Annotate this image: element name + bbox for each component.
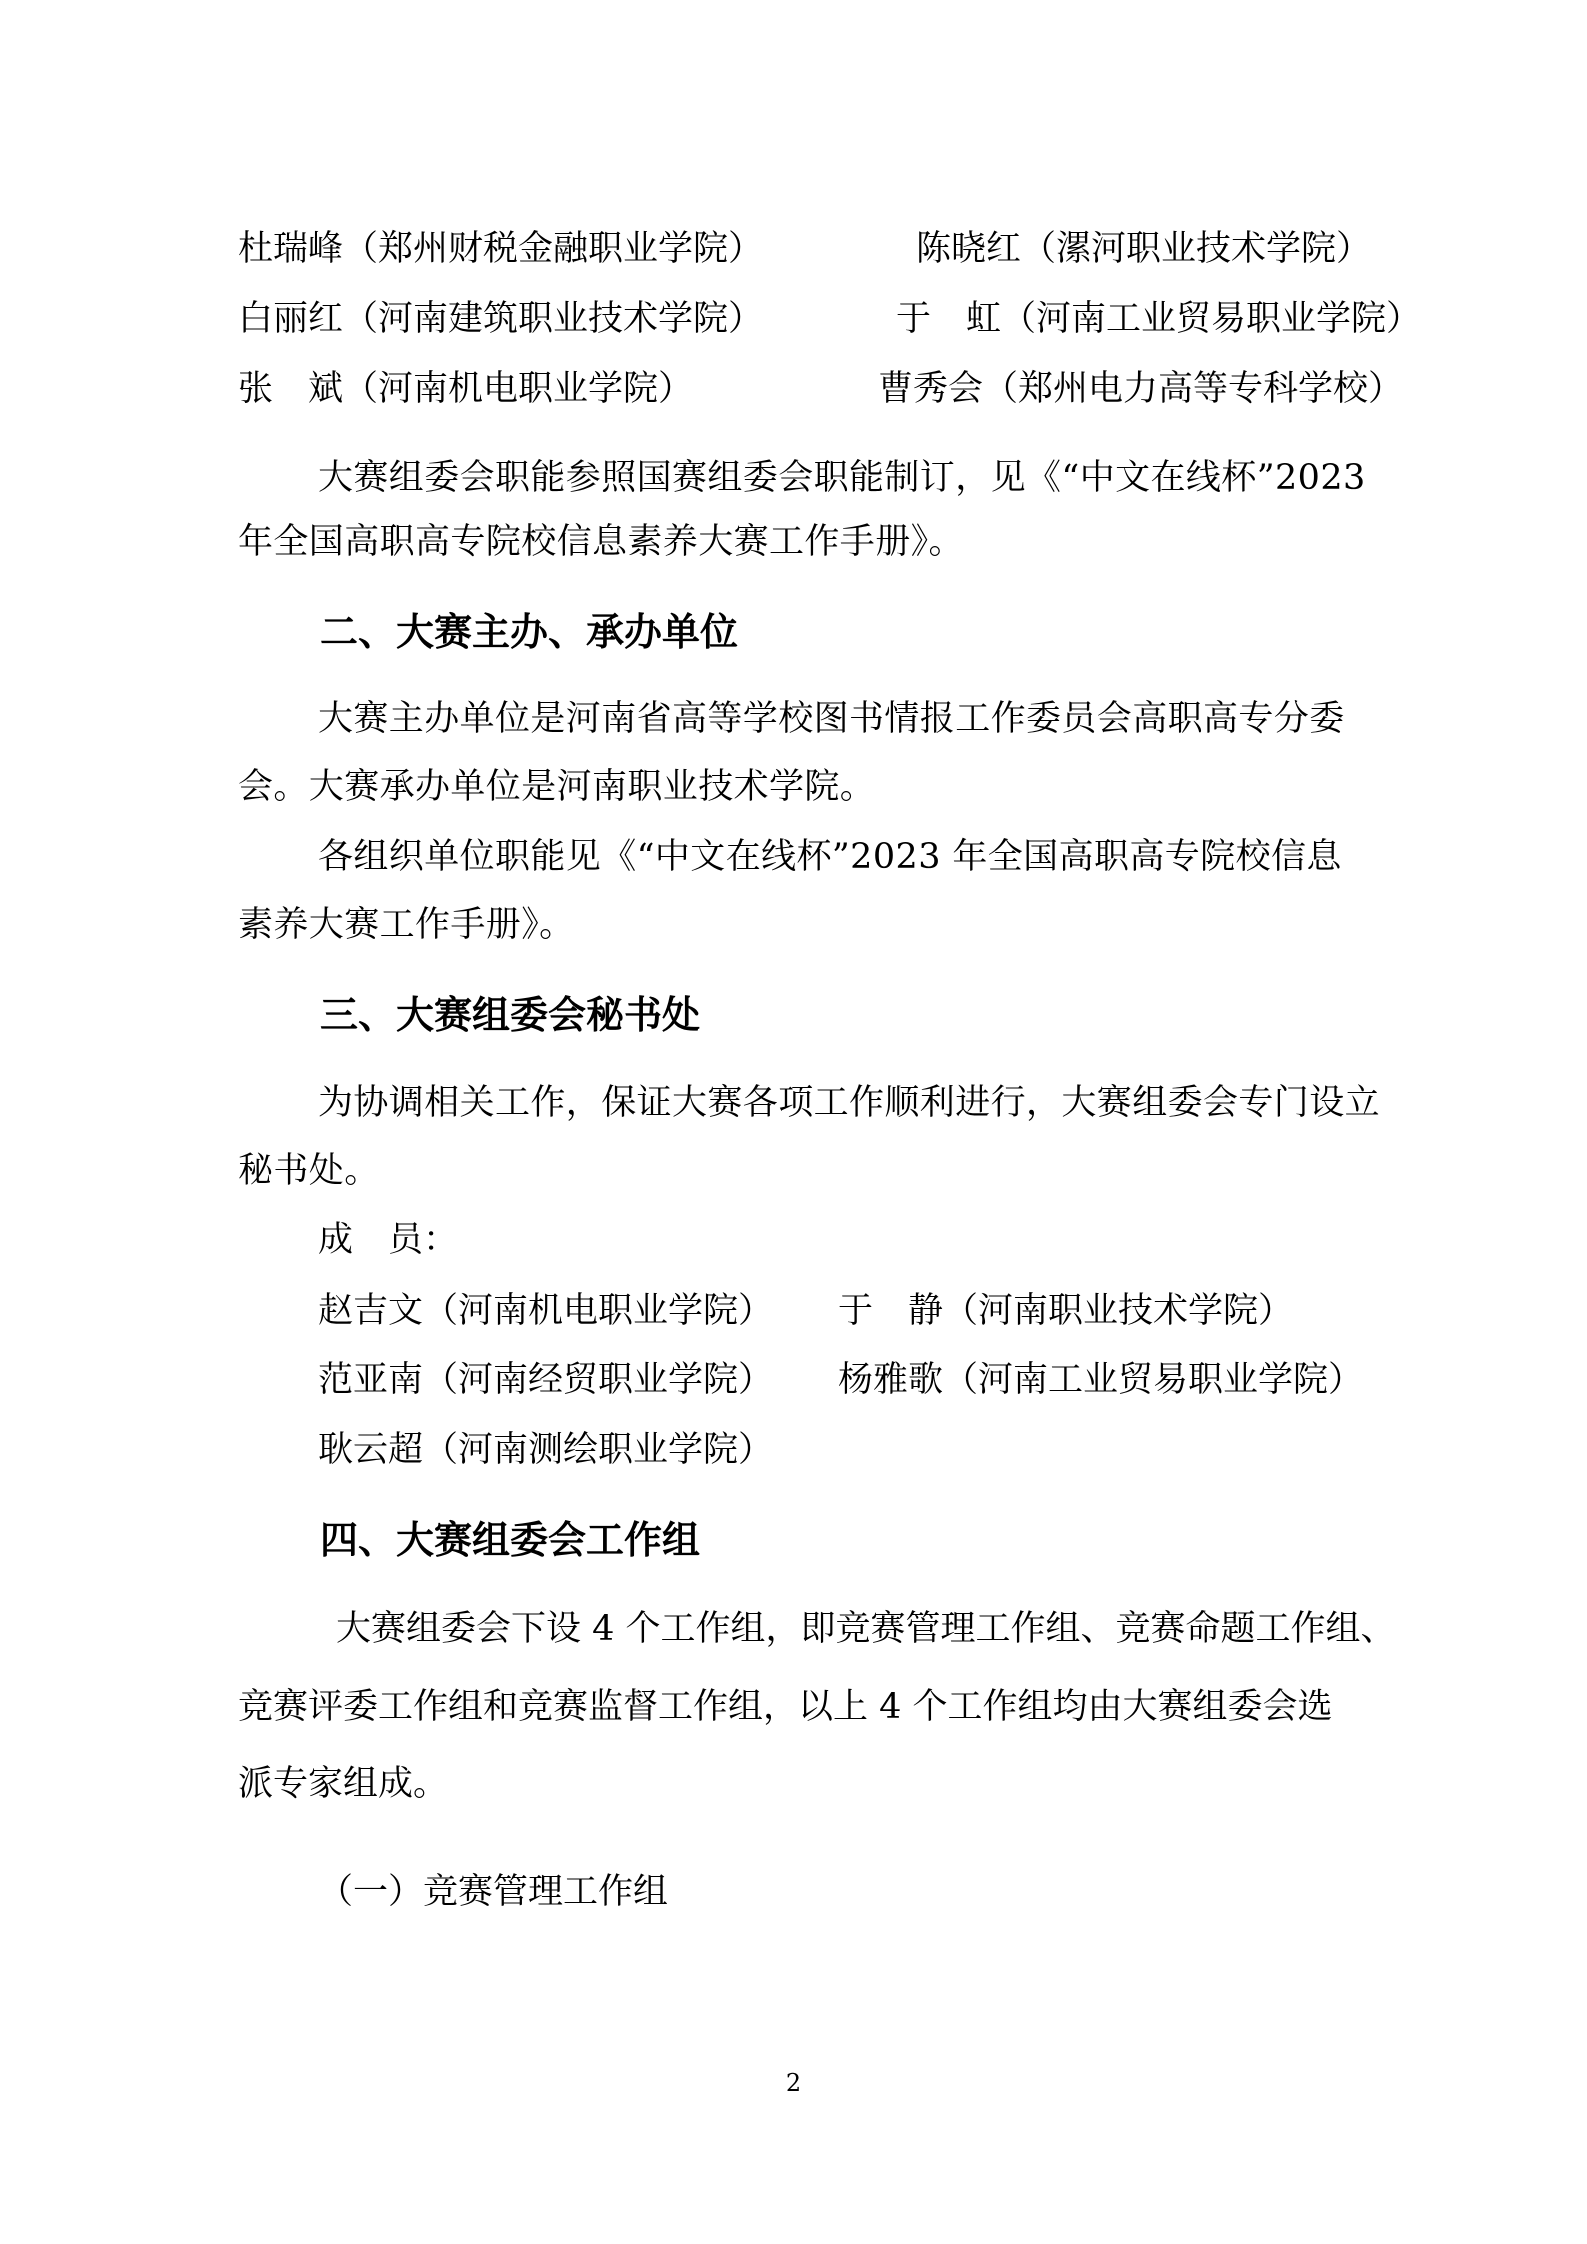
paragraph-line: 各组织单位职能见《“中文在线杯”2023 年全国高职高专院校信息 (318, 837, 1342, 877)
member-right: 陈晓红（漯河职业技术学院） (916, 229, 1372, 269)
paragraph-line: 大赛主办单位是河南省高等学校图书情报工作委员会高职高专分委 (318, 699, 1345, 739)
member-row (318, 1427, 773, 1473)
section-heading: 二、大赛主办、承办单位 (320, 610, 739, 654)
member-left: 赵吉文（河南机电职业学院） (318, 1291, 774, 1331)
member-right: 于 虹（河南工业贸易职业学院） (896, 299, 1422, 339)
paragraph-line: 为协调相关工作，保证大赛各项工作顺利进行，大赛组委会专门设立 (318, 1083, 1381, 1123)
paragraph-line: 秘书处。 (238, 1151, 380, 1191)
member-right: 杨雅歌（河南工业贸易职业学院） (838, 1360, 1364, 1400)
paragraph-line: 会。大赛承办单位是河南职业技术学院。 (238, 767, 876, 807)
member-right: 于 静（河南职业技术学院） (838, 1291, 1294, 1331)
member-left: 白丽红（河南建筑职业技术学院） (238, 299, 764, 339)
member-row (238, 366, 1404, 412)
member-left: 张 斌（河南机电职业学院） (238, 369, 694, 409)
paragraph-line: 素养大赛工作手册》。 (238, 905, 575, 945)
member-row (238, 226, 1372, 272)
subsection-heading: （一）竞赛管理工作组 (318, 1872, 669, 1912)
member-row (238, 296, 1422, 342)
section-heading: 三、大赛组委会秘书处 (320, 993, 701, 1037)
member-row (318, 1357, 1364, 1403)
paragraph-line: 派专家组成。 (238, 1764, 449, 1804)
paragraph-line: 大赛组委会职能参照国赛组委会职能制订，见《“中文在线杯”2023 (318, 458, 1366, 498)
paragraph-line: 年全国高职高专院校信息素养大赛工作手册》。 (238, 522, 964, 562)
member-row (318, 1288, 1294, 1334)
members-label: 成 员： (318, 1220, 459, 1260)
member-left: 耿云超（河南测绘职业学院） (318, 1430, 774, 1470)
member-right: 曹秀会（郑州电力高等专科学校） (878, 369, 1404, 409)
page-number: 2 (785, 2069, 802, 2097)
member-left: 杜瑞峰（郑州财税金融职业学院） (238, 229, 764, 269)
section-heading: 四、大赛组委会工作组 (320, 1518, 701, 1562)
paragraph-line: 竞赛评委工作组和竞赛监督工作组，以上 4 个工作组均由大赛组委会选 (238, 1687, 1333, 1727)
paragraph-line: 大赛组委会下设 4 个工作组，即竞赛管理工作组、竞赛命题工作组、 (336, 1609, 1396, 1649)
member-left: 范亚南（河南经贸职业学院） (318, 1360, 774, 1400)
